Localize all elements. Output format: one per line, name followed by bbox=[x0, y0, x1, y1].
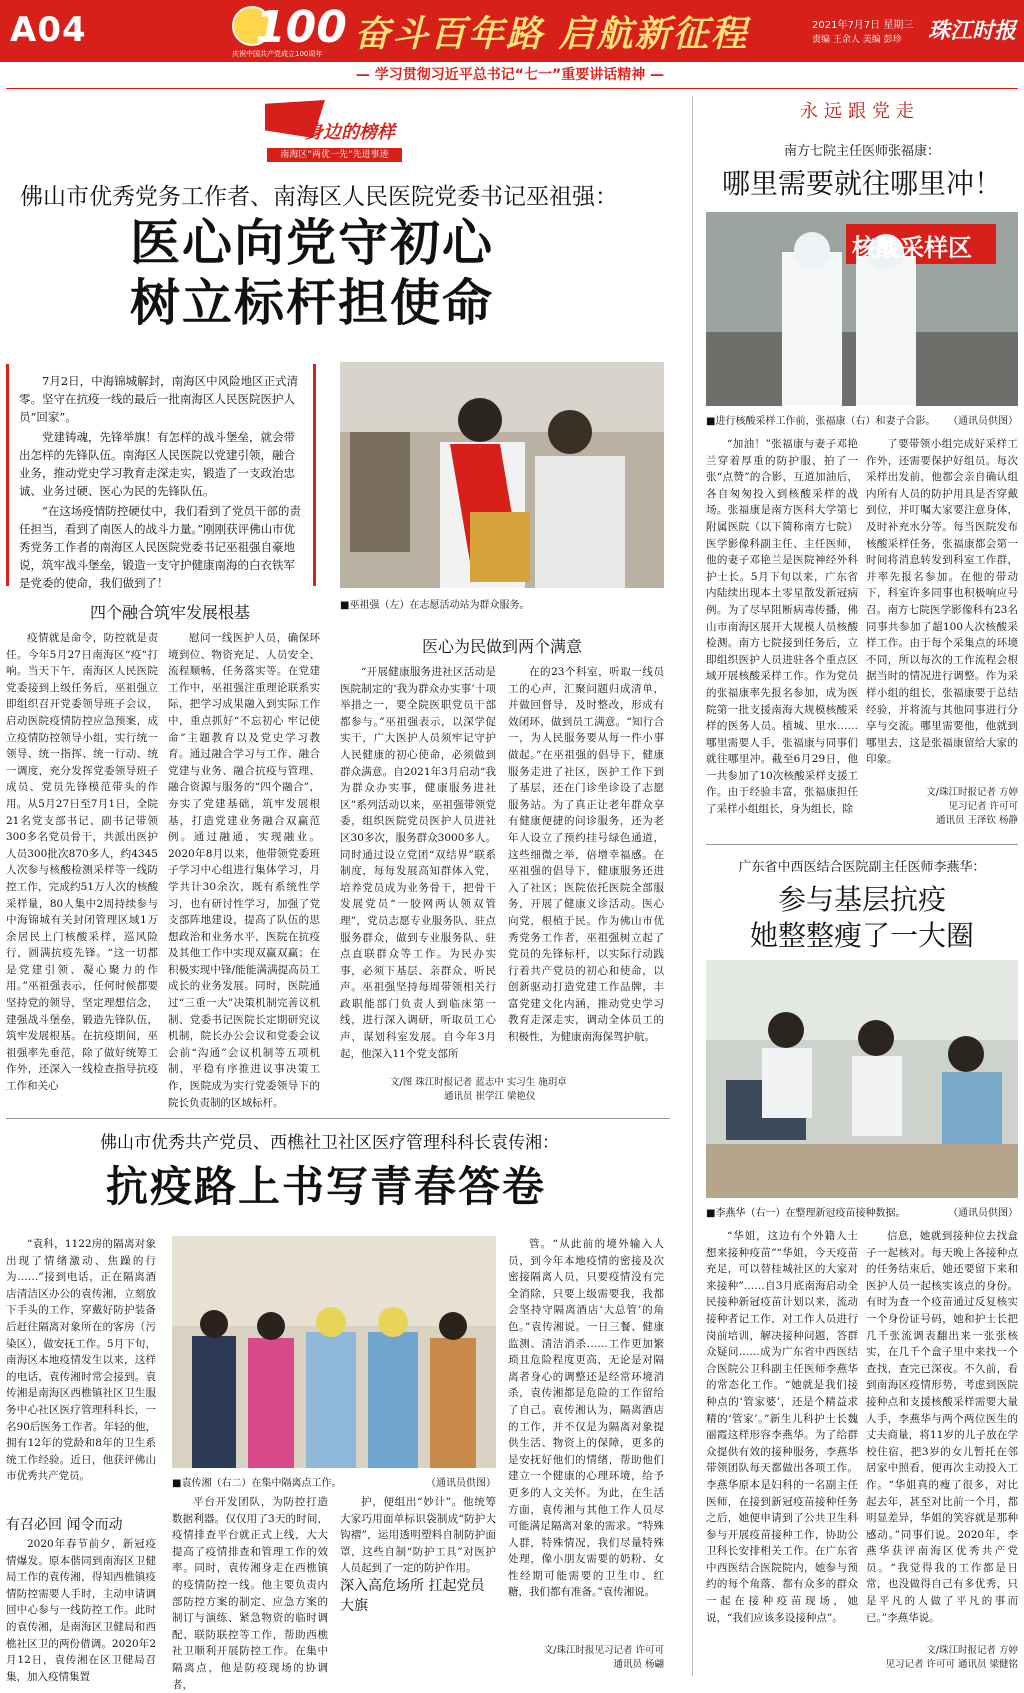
byline-line: 通讯员 杨翩 bbox=[613, 1659, 664, 1670]
column-divider bbox=[692, 96, 693, 1676]
right2-photo-caption: ■李燕华（右一）在整理新冠疫苗接种数据。 bbox=[706, 1208, 906, 1219]
right2-kicker: 广东省中西医结合医院副主任医师李燕华： bbox=[738, 860, 986, 875]
byline-line: 文/珠江时报记者 方婷 bbox=[926, 1645, 1018, 1656]
right2-photo-credit: （通讯员供图） bbox=[948, 1208, 1018, 1219]
article2-column4 bbox=[508, 1236, 664, 1606]
column-text: “袁科，1122房的隔离对象出现了情绪激动、焦躁的行为……”接到电话，正在隔离酒店清洁区办公的袁传湘，立刻放下手头的工作，穿戴好防护装备后赶往隔离对象所在的客房（污染区），做安抚工作。5月下旬，南海区本地疫情发生以来，这样的电话，袁传湘时常会接到。袁传湘是南海区西樵镇社区卫生服务中心社区医疗管理科科长，一名90后医务工作者。年轻的他，拥有12年的党龄和8年的卫生系统工作经验。近日，他获评佛山市优秀共产党员。 bbox=[6, 1238, 156, 1483]
article2-subhead1: 有召必回 闻令而动 bbox=[6, 1517, 123, 1533]
article2-title: 抗疫路上书写青春答卷 bbox=[106, 1162, 547, 1211]
section-divider bbox=[706, 844, 1018, 845]
article1-photo-caption: ■巫祖强（左）在志愿活动站为群众服务。 bbox=[340, 600, 530, 611]
column-text: 疫情就是命令，防控就是责任。今年5月27日南海区“疫”打响。当天下午，南海区人民医院党委接到上级任务后，巫祖强立即组织召开党委领导班子会议，启动医院疫情防控应急预案，成立疫情防控领导小组，实行统一领导、统一指挥、统一行动、统一调度，充分发挥党委领导班子成员、党员先锋模范带头的作用。从5月27日至7月1日，全院21名党支部书记、副书记带领300多名党员骨干，共派出医护人员300批次870多人，约4345人次参与核酸检测采样等一线防控工作，完成约51万人次的核酸采样量，80人集中2周持续参与中海锦城有关封闭管理区域1万余居民上门核酸采样，巡风险行，圆满抗疫先锋。“这一切都是党建引领、凝心聚力的作用。”巫祖强表示，任何时候都要坚持党的领导，坚定理想信念，建强战斗堡垒，锻造先锋队伍，筑牢发展根基。在抗疫期间，巫祖强率先垂范，除了做好统筹工作外，还深入一线检查指导抗疫工作和关心 bbox=[6, 632, 158, 1093]
byline-line: 通讯员 王泽钦 杨静 bbox=[935, 815, 1018, 826]
centenary-subtitle: 庆祝中国共产党成立100周年 bbox=[232, 50, 323, 58]
sampling-area-sign: 核酸采样区 bbox=[852, 234, 972, 262]
column-text: 在的23个科室，听取一线员工的心声，汇聚问题归成清单，并做回督导，及时整改，形成有效闭环，做到员工满意。“知行合一，为人民服务要从每一件小事做起。”在巫祖强的倡导下，健康服务走进了社区，医护工作下到了基层，还在门诊坐诊设了志愿服务站。为了真正让老年群众享有健康便捷的问诊服务，还为老年人设立了预约挂号绿色通道，这些细微之举，倍增幸福感。在巫祖强的倡导下，健康服务还进入了社区；医院依托医院全部服务，开展了健康义诊活动。医心向党，根植于民。作为佛山市优秀党务工作者，巫祖强树立起了党员的先锋标杆，以实际行动践行着共产党员的初心和使命，以创新驱动打造党建工作品牌，丰富党建文化内涵，推动党史学习教育走深走实，调动全体员工的积极性，为健康南海保驾护航。 bbox=[508, 666, 664, 1044]
intro-paragraph: “在这场疫情防控硬仗中，我们看到了党员干部的责任担当，看到了南医人的战斗力量。”刚刚获评佛山市优秀党务工作者的南海区人民医院党委书记巫祖强自豪地说，筑牢战斗堡垒，锻造一支守护健康南海的白衣铁军是党委的使命，我们做到了！ bbox=[19, 504, 301, 590]
right1-title: 哪里需要就往哪里冲！ bbox=[721, 167, 1002, 200]
right1-byline bbox=[866, 786, 1018, 828]
column-text: 管。“从此前的境外输入人员，到今年本地疫情的密接及次密接隔离人员，只要疫情没有完全消除，只要上级需要我，我都会坚持守隔离酒店‘大总管’的角色。”袁传湘说。一日三餐、健康监测、清洁消杀……工作更加繁琐且危险程度更高，无论是对隔离者身心的调整还是经常环境消杀，袁传湘都是危险的工作留给了自己。袁传湘认为，隔离酒店的工作，并不仅是为隔离对象提供生活、物资上的保障，更多的是安抚好他们的情绪，帮助他们建立一个健康的心理环境，给予更多的人文关怀。为此，在生活方面，袁传湘与其他工作人员尽可能满足隔离对象的需求。“特殊人群，特殊情况，我们尽量特殊处理，像小朋友需要的奶粉、女性经期可能需要的卫生巾、红糖，我们都有准备。”袁传湘说。 bbox=[508, 1238, 664, 1599]
column-text: “加油！”张福康与妻子邓艳兰穿着厚重的防护服，拍了一张“点赞”的合影，互道加油后，各自匆匆投入到核酸采样的战场。张福康是南方医科大学第七附属医院（以下简称南方七院）医学影像科副主任、主任医师，他的妻子邓艳兰是医院神经外科护士长。5月下旬以来，广东省内陆续出现本土零星散发新冠病例。为了尽早阻断病毒传播，佛山市南海区展开大规模人员核酸检测。南方七院接到任务后，立即组织医护人员进驻各个重点区域开展核酸采样工作。作为党员的张福康率先报名参加，成为医院第一批支援南海大规模核酸采样的医务人员。植城、里水……哪里需要人手，张福康与同事们就往哪里冲。截至6月29日，他一共参加了10次核酸采样支援工作。由于经验丰富，张福康担任了采样小组组长，身为组长，除 bbox=[706, 438, 858, 816]
column-name: 永远跟党走 bbox=[800, 101, 920, 122]
article2-column1b bbox=[6, 1536, 156, 1683]
column-text: 平台开发团队，为防控打造数据利器。仅仅用了3天的时间，疫情排查平台就正式上线，大大提高了疫情排查和管理工作的效率。同时，袁传湘身走在西樵镇的疫情防控一线。他主要负责内部防控方案的制定、应急方案的制订与演练、紧急物资的临时调配、联防联控等工作，帮助西樵社卫顺利开展防控工作。在集中隔离点，他是防疫现场的协调者， bbox=[172, 1496, 328, 1691]
badge-title: 身边的榜样 bbox=[305, 122, 395, 143]
right2-title bbox=[706, 882, 1018, 954]
article2-column1 bbox=[6, 1236, 156, 1510]
header-rule bbox=[6, 88, 1018, 89]
article1-column1 bbox=[6, 630, 158, 1093]
isolation-staff-photo-illustration bbox=[172, 1236, 496, 1468]
byline-line: 文/珠江时报记者 方婷 bbox=[926, 787, 1018, 798]
vaccine-data-photo-illustration bbox=[706, 960, 1018, 1198]
article1-section1-heading: 四个融合筑牢发展根基 bbox=[89, 603, 250, 622]
column-text: 护，便组出“妙计”。他统筹大家巧用面单标识袋制成“防护大钩褶”，运用透明塑料自制防护面罩，这些自制“防护工具”对医护人员起到了一定的防护作用。 bbox=[340, 1496, 496, 1575]
right1-photo bbox=[706, 212, 1018, 406]
article1-kicker: 佛山市优秀党务工作者、南海区人民医院党委书记巫祖强： bbox=[20, 184, 618, 210]
right2-title-line1: 参与基层抗疫 bbox=[777, 883, 946, 916]
column-text: 慰问一线医护人员，确保环境到位、物资充足、人员安全、流程顺畅，任务落实等。在党建工作中，巫祖强注重理论联系实际，把学习成果融入到实际工作中，重点抓好“不忘初心 牢记使命”主题教育以及党史学习教育。通过融合学习与工作、融合党建与业务、融合抗疫与管理、融合资源与服务的“四个融合”，夯实了党建基础，筑牢发展根基，打造党建业务融合双赢范例。通过融通，实现融业。2020年8月以来，他带领党委班子学习中心组进行集体学习，月学共计30余次，既有系统性学习，也有研讨性学习，加强了党支部阵地建设，提高了队伍的思想政治和业务水平，医院在抗疫及其他工作中实现双赢双赢；在积极实现中锋/能能满满提高员工成长的业务发展。同时，医院通过“三重一大”决策机制完善议机制、党委书记医院长定期研究议机制，院长办公会议和党委会议会前“沟通”会议机制等五项机制，平稳有序推进议事决策工作，医院成为实行党委领导下的院长负责制的区域标杆。 bbox=[168, 632, 320, 1109]
article1-column2 bbox=[168, 630, 320, 1109]
centenary-logo: 100 bbox=[255, 2, 347, 53]
right2-byline bbox=[866, 1644, 1018, 1672]
article2-subhead2: 深入高危场所 扛起党员大旗 bbox=[340, 1578, 485, 1614]
column-text: “华姐，这边有个外籍人士想来接种疫苗”“华姐，今天疫苗充足，可以替桂城社区的大家对来接种”……自3月底南海启动全民接种新冠疫苗计划以来，流动接种者记工作，对工作人员进行岗前培训，解决接种问题，答群众疑问……成为广东省中西医结合医院公卫科副主任医师李燕华的常态化工作。“她就是我们接种点的‘管家婆’，还是个精益求精的‘管家’。”新生儿科护士长魏丽霞这样形容李燕华。为了给群众提供有效的接种服务，李燕华带领团队每天都做出各项工作。李燕华原本是妇科的一名副主任医师，在接到新冠疫苗接种任务之后，她便申请到了公共卫生科参与开展疫苗接种工作，协助公卫科长安排相关工作。在广东省中西医结合医院院内，她参与预约的每个角落，都有众多的群众一起在接种疫苗现场，她说，“我们应该多设接种点”。 bbox=[706, 1230, 858, 1624]
article2-photo-credit: （通讯员供图） bbox=[426, 1478, 496, 1489]
masthead bbox=[0, 0, 1024, 62]
byline-line: 文/图 珠江时报记者 蓝志中 实习生 施玥卓 bbox=[390, 1077, 567, 1088]
article1-section2-heading: 医心为民做到两个满意 bbox=[421, 637, 582, 656]
byline-line: 文/珠江时报见习记者 许可可 bbox=[543, 1645, 664, 1656]
article1-column4 bbox=[508, 664, 664, 1070]
article1-byline bbox=[390, 1076, 660, 1104]
article1-title-line2: 树立标杆担使命 bbox=[130, 274, 494, 332]
article2-column2 bbox=[172, 1494, 328, 1691]
article2-column3a bbox=[340, 1494, 496, 1575]
article1-photo bbox=[340, 362, 664, 588]
right2-column2 bbox=[866, 1228, 1018, 1642]
page-editors: 责编 王余人 美编 彭珍 bbox=[812, 35, 902, 45]
article2-photo bbox=[172, 1236, 496, 1468]
intro-paragraph: 党建铸魂，先锋举旗！有怎样的战斗堡垒，就会带出怎样的先锋队伍。南海区人民医院以党建引领，融合业务，推动党史学习教育走深走实，锻造了一支政治忠诚、业务过硬、医心为民的先锋队伍。 bbox=[19, 430, 295, 498]
right1-column1 bbox=[706, 436, 858, 834]
column-text: 2020年春节前夕，新冠疫情爆发。原本偕同到南海区卫健局工作的袁传湘，得知西樵镇疫情防控需要人手时，主动申请调回中心参与一线防控工作。此时的袁传湘，是南海区卫健局和西樵社区卫的两份借调。2020年2月12日，袁传湘在区卫健局召集，加入疫情集置 bbox=[6, 1538, 156, 1683]
badge-bar: 南海区“两优一先”先进事迹 bbox=[267, 148, 402, 162]
topic-strap: — 学习贯彻习近平总书记“七一”重要讲话精神 — bbox=[355, 67, 665, 83]
volunteer-photo-illustration bbox=[340, 362, 664, 588]
role-model-badge bbox=[265, 100, 405, 164]
intro-paragraph: 7月2日，中海锦城解封，南海区中风险地区正式清零。坚守在抗疫一线的最后一批南海区人民医院医护人员“回家”。 bbox=[19, 374, 299, 424]
page-number: A04 bbox=[10, 10, 87, 50]
section-divider bbox=[6, 1118, 670, 1119]
right2-column1 bbox=[706, 1228, 858, 1676]
page-slogan: 奋斗百年路 启航新征程 bbox=[354, 13, 749, 55]
article1-title-line1: 医心向党守初心 bbox=[130, 214, 494, 272]
column-text: “开展健康服务进社区活动是医院制定的‘我为群众办实事’十项举措之一，要全院医职党员干部都参与。”巫祖强表示，以深学促实干，广大医护人员须牢记守护人民健康的初心使命，必须做到群众满意。自2021年3月启动“我为群众办实事，健康服务进社区”系列活动以来，巫祖强带领党委，组织医院党员医护人员进社区30多次，服务群众3000多人。同时通过设立党团“双结界”联系制度，每每发展高知群体入党，培养党员成为业务骨干，把骨干发展党员“一胶网两认领双管理”，党员志愿专业服务队、驻点服务群众，做到专业服务队、驻点直联群众等工作。为民办实事，必须下基层、亲群众、听民声。巫祖强坚持每周带领相关行政职能部门负责人到临床第一线，进行深入调研，听取员工心声，谋划科室发展。自今年3月起，他深入11个党支部所 bbox=[340, 666, 496, 1060]
article1-column3 bbox=[340, 664, 496, 1070]
right1-photo-caption: ■进行核酸采样工作前，张福康（右）和妻子合影。 bbox=[706, 416, 936, 427]
byline-line: 见习记者 许可可 通讯员 梁健铭 bbox=[885, 1659, 1018, 1670]
right1-kicker: 南方七院主任医师张福康： bbox=[783, 144, 940, 159]
byline-line: 通讯员 崔学江 梁艳仪 bbox=[444, 1091, 536, 1102]
right1-column2 bbox=[866, 436, 1018, 780]
newspaper-name: 珠江时报 bbox=[928, 18, 1017, 44]
article2-kicker: 佛山市优秀共产党员、西樵社卫社区医疗管理科科长袁传湘： bbox=[100, 1133, 559, 1153]
article2-byline bbox=[508, 1644, 664, 1672]
column-text: 信息，她就到接种位去找盒子一起核对。每天晚上各接种点的任务结束后，她还要留下来和医护人员一起核实该点的身份。有时为查一个疫苗通过反复核实一个身份证号码，她和护士长把几千张流调表翻出来一张张核实，在几千个盒子里中来找一个查找，查完已深夜。不久前，看到南海区疫情形势，考虑到医院接种点和支援核酸采样需要大量人手，李燕华与两个两位医生的丈夫商量，将11岁的儿子放在学校住宿，把3岁的女儿暂托在邻居家中照看，便再次主动投入工作。“华姐真的瘦了很多，对比起去年，甚至对比前一个月，都明显差异，华姐的笑容就是那种感动。”同事们说。2020年，李燕华获评南海区优秀共产党员。“我觉得我的工作都是日常，也没做得自己有多优秀，只是平凡的人做了平凡的事而已。”李燕华说。 bbox=[866, 1230, 1018, 1624]
article1-intro bbox=[6, 364, 316, 590]
right2-photo bbox=[706, 960, 1018, 1198]
right2-title-line2: 她整整瘦了一大圈 bbox=[749, 919, 974, 952]
column-text: 了要带领小组完成好采样工作外，还需要保护好组员。每次采样出发前，他都会亲自确认组内所有人员的防护用具是否穿戴到位，并叮嘱大家要注意身体，及时补充水分等。每当医院发布核酸采样任务，张福康都会第一时间将消息转发到科室工作群，并率先报名参加。在他的带动下，科室许多同事也积极响应号召。南方七院医学影像科有23名同事共参加了超100人次核酸采样工作。由于每个采集点的环境不同，所以每次的工作流程会根据当时的情况进行调整。作为采样小组的组长，张福康要于总结经验，并将流与其他同事进行分享与交流。哪里需要他，他就到哪里去，这是张福康留给大家的印象。 bbox=[866, 438, 1018, 766]
article2-photo-caption: ■袁传湘（右二）在集中隔离点工作。 bbox=[172, 1478, 342, 1489]
right1-photo-credit: （通讯员供图） bbox=[948, 416, 1018, 427]
byline-line: 见习记者 许可可 bbox=[948, 801, 1018, 812]
issue-date: 2021年7月7日 星期三 bbox=[812, 20, 914, 31]
article1-title bbox=[130, 213, 494, 333]
